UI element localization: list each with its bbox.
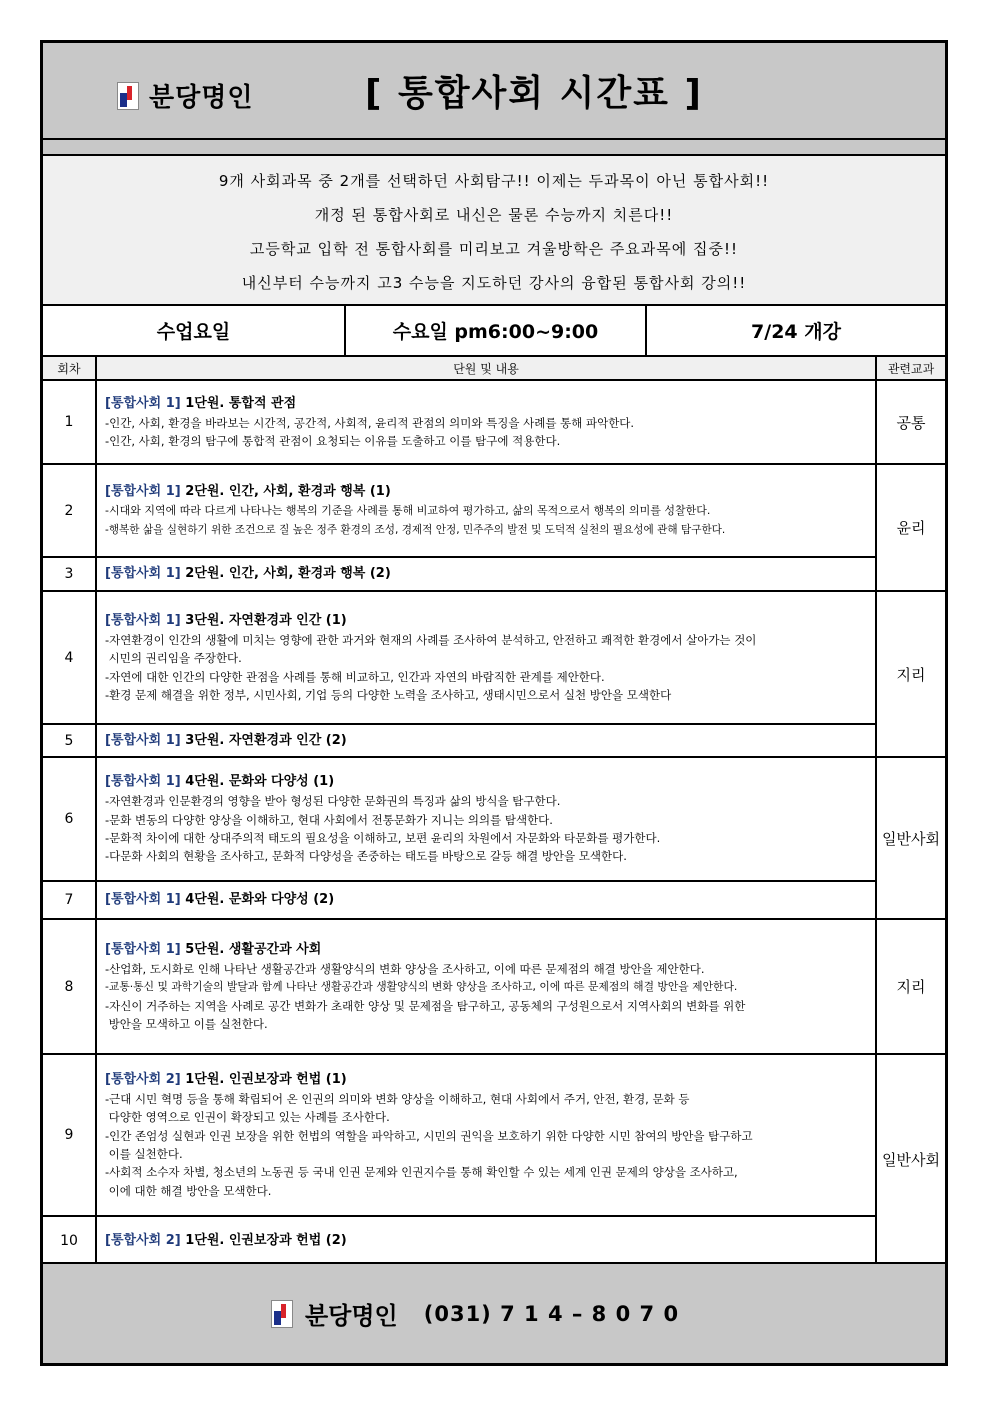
divider — [95, 357, 97, 1264]
related-subject: 지리 — [896, 978, 926, 996]
row-content — [105, 558, 875, 590]
content-line: 이에 대한 해결 방안을 모색한다. — [105, 1183, 272, 1198]
row-content — [105, 381, 875, 463]
row-number: 10 — [60, 1232, 78, 1249]
intro-line: 9개 사회과목 중 2개를 선택하던 사회탐구!! 이제는 두과목이 아닌 통합사회!! — [218, 172, 770, 190]
unit-name: 1단원. 인권보장과 헌법 (1) — [185, 1072, 347, 1088]
row-number: 2 — [64, 502, 74, 519]
content-line: -자연환경이 인간의 생활에 미치는 영향에 관한 과거와 현재의 사례를 조사하여 분석하고, 안전하고 쾌적한 환경에서 살아가는 것이 — [105, 632, 757, 647]
row-number: 7 — [64, 892, 74, 908]
content-line: -인간, 사회, 환경의 탐구에 통합적 관점이 요청되는 이유를 도출하고 이를 탐구에 적용한다. — [105, 434, 561, 448]
content-line: -행복한 삶을 실현하기 위한 조건으로 질 높은 정주 환경의 조성, 경제적 안정, 민주주의 발전 및 도덕적 실천의 필요성에 관해 탐구한다. — [105, 523, 726, 536]
row-number: 9 — [64, 1127, 74, 1143]
content-line: -문화 변동의 다양한 양상을 이해하고, 현대 사회에서 전통문화가 지니는 의의를 탐색한다. — [105, 812, 553, 827]
row-content — [105, 1055, 875, 1215]
intro-line: 개정 된 통합사회로 내신은 물론 수능까지 치른다!! — [314, 206, 674, 224]
content-line: -다문화 사회의 현황을 조사하고, 문화적 다양성을 존중하는 태도를 바탕으로 갈등 해결 방안을 모색한다. — [105, 849, 627, 864]
content-line: -인간 존엄성 실현과 인권 보장을 위한 헌법의 역할을 파악하고, 시민의 권익을 보호하기 위한 다양한 시민 참여의 방안을 탐구하고 — [105, 1128, 753, 1143]
row-content — [105, 1217, 875, 1264]
unit-title — [105, 940, 875, 960]
content-line: -문화적 차이에 대한 상대주의적 태도의 필요성을 이해하고, 보편 윤리의 차원에서 자문화와 타문화를 평가한다. — [105, 831, 661, 845]
content-line: -근대 시민 혁명 등을 통해 확립되어 온 인권의 의미와 변화 양상을 이해하고, 현대 사회에서 주거, 안전, 환경, 문화 등 — [105, 1092, 690, 1107]
content-line: -자연에 대한 인간의 다양한 관점을 사례를 통해 비교하고, 인간과 자연의 바람직한 관계를 제안한다. — [105, 669, 605, 684]
unit-title — [105, 564, 875, 584]
course-tag: [통합사회 2] — [105, 1232, 181, 1248]
row-number: 3 — [64, 566, 74, 582]
header-strip — [43, 140, 945, 154]
row-number: 4 — [64, 649, 74, 666]
course-tag: [통합사회 1] — [105, 941, 181, 957]
intro-line: 고등학교 입학 전 통합사회를 미리보고 겨울방학은 주요과목에 집중!! — [249, 240, 739, 258]
phone-number: (031) 7 1 4 – 8 0 7 0 — [423, 1301, 680, 1326]
unit-title — [105, 1231, 875, 1251]
footer-brand-name: 분당명인 — [305, 1302, 398, 1330]
row-content — [105, 758, 875, 880]
content-line: -사회적 소수자 차별, 청소년의 노동권 등 국내 인권 문제와 인권지수를 통해 확인할 수 있는 세계 인권 문제의 양상을 조사하고, — [105, 1165, 738, 1180]
related-subject: 윤리 — [896, 519, 926, 537]
content-line: 이를 실천한다. — [105, 1147, 183, 1161]
footer-banner — [43, 1264, 945, 1363]
schedule-start: 7/24 개강 — [751, 321, 841, 343]
brand-logo-icon — [117, 82, 139, 110]
row-content — [105, 725, 875, 756]
unit-name: 4단원. 문화와 다양성 (1) — [185, 774, 335, 790]
content-line: -시대와 지역에 따라 다르게 나타나는 행복의 기준을 사례를 통해 비교하여 평가하고, 삶의 목적으로서 행복의 의미를 성찰한다. — [105, 504, 711, 518]
schedule-time: 수요일 pm6:00~9:00 — [392, 321, 599, 343]
row-number: 8 — [64, 978, 74, 995]
unit-title — [105, 482, 875, 502]
content-line: -인간, 사회, 환경을 바라보는 시간적, 공간적, 사회적, 윤리적 관점의 의미와 특징을 사례를 통해 파악한다. — [105, 415, 635, 430]
unit-title — [105, 394, 875, 414]
content-line: 시민의 권리임을 주장한다. — [105, 651, 242, 666]
brand-name: 분당명인 — [149, 83, 254, 113]
unit-name: 1단원. 인권보장과 헌법 (2) — [185, 1232, 347, 1248]
row-content — [105, 882, 875, 918]
content-line: -산업화, 도시화로 인해 나타난 생활공간과 생활양식의 변화 양상을 조사하고, 이에 따른 문제점의 해결 방안을 제안한다. — [105, 961, 705, 976]
column-header-number: 회차 — [43, 357, 95, 379]
schedule-label: 수업요일 — [156, 321, 231, 343]
unit-name: 3단원. 자연환경과 인간 (1) — [185, 612, 347, 628]
content-line: 다양한 영역으로 인권이 확장되고 있는 사례를 조사한다. — [105, 1110, 390, 1125]
row-number: 6 — [64, 811, 74, 827]
intro-section — [43, 156, 945, 304]
course-tag: [통합사회 1] — [105, 612, 181, 628]
content-line: -환경 문제 해결을 위한 정부, 시민사회, 기업 등의 다양한 노력을 조사하고, 생태시민으로서 실천 방안을 모색한다 — [105, 687, 672, 702]
column-header-subject: 관련교과 — [877, 357, 945, 379]
course-tag: [통합사회 1] — [105, 892, 181, 907]
unit-name: 2단원. 인간, 사회, 환경과 행복 (2) — [185, 566, 391, 581]
course-tag: [통합사회 1] — [105, 395, 181, 411]
unit-title — [105, 611, 875, 631]
row-content — [105, 592, 875, 723]
unit-name: 5단원. 생활공간과 사회 — [185, 941, 322, 957]
intro-line: 내신부터 수능까지 고3 수능을 지도하던 강사의 융합된 통합사회 강의!! — [241, 274, 747, 292]
unit-title — [105, 1070, 875, 1090]
unit-title — [105, 731, 875, 751]
related-subject: 공통 — [896, 413, 926, 432]
content-line: -자연환경과 인문환경의 영향을 받아 형성된 다양한 문화권의 특징과 삶의 방식을 탐구한다. — [105, 794, 561, 809]
course-tag: [통합사회 1] — [105, 732, 181, 748]
course-tag: [통합사회 1] — [105, 484, 181, 500]
unit-name: 2단원. 인간, 사회, 환경과 행복 (1) — [185, 484, 391, 500]
timetable-page — [40, 40, 948, 1366]
row-number: 5 — [64, 732, 74, 749]
content-line: 방안을 모색하고 이를 실천한다. — [105, 1016, 268, 1031]
unit-name: 1단원. 통합적 관점 — [185, 395, 297, 411]
related-subject: 지리 — [896, 665, 926, 684]
page-title: [ 통합사회 시간표 ] — [365, 73, 703, 114]
unit-title — [105, 772, 875, 792]
unit-name: 3단원. 자연환경과 인간 (2) — [185, 732, 347, 748]
row-content — [105, 465, 875, 556]
header-brand — [117, 77, 253, 114]
course-tag: [통합사회 1] — [105, 774, 181, 790]
brand-logo-icon — [271, 1300, 293, 1328]
course-tag: [통합사회 2] — [105, 1072, 181, 1088]
content-line: -교통·통신 및 과학기술의 발달과 함께 나타난 생활공간과 생활양식의 변화 양상을 조사하고, 이에 따른 문제점의 해결 방안을 제안한다. — [105, 980, 738, 994]
row-content — [105, 920, 875, 1053]
row-number: 1 — [64, 414, 74, 430]
content-line: -자신이 거주하는 지역을 사례로 공간 변화가 초래한 양상 및 문제점을 탐구하고, 공동체의 구성원으로서 지역사회의 변화를 위한 — [105, 998, 746, 1013]
header-banner — [43, 43, 945, 138]
unit-title — [105, 890, 875, 910]
related-subject: 일반사회 — [882, 1151, 940, 1169]
related-subject: 일반사회 — [882, 829, 940, 848]
column-header-content: 단원 및 내용 — [97, 357, 875, 379]
footer-contact — [271, 1296, 679, 1331]
course-tag: [통합사회 1] — [105, 566, 181, 581]
unit-name: 4단원. 문화와 다양성 (2) — [185, 892, 335, 907]
